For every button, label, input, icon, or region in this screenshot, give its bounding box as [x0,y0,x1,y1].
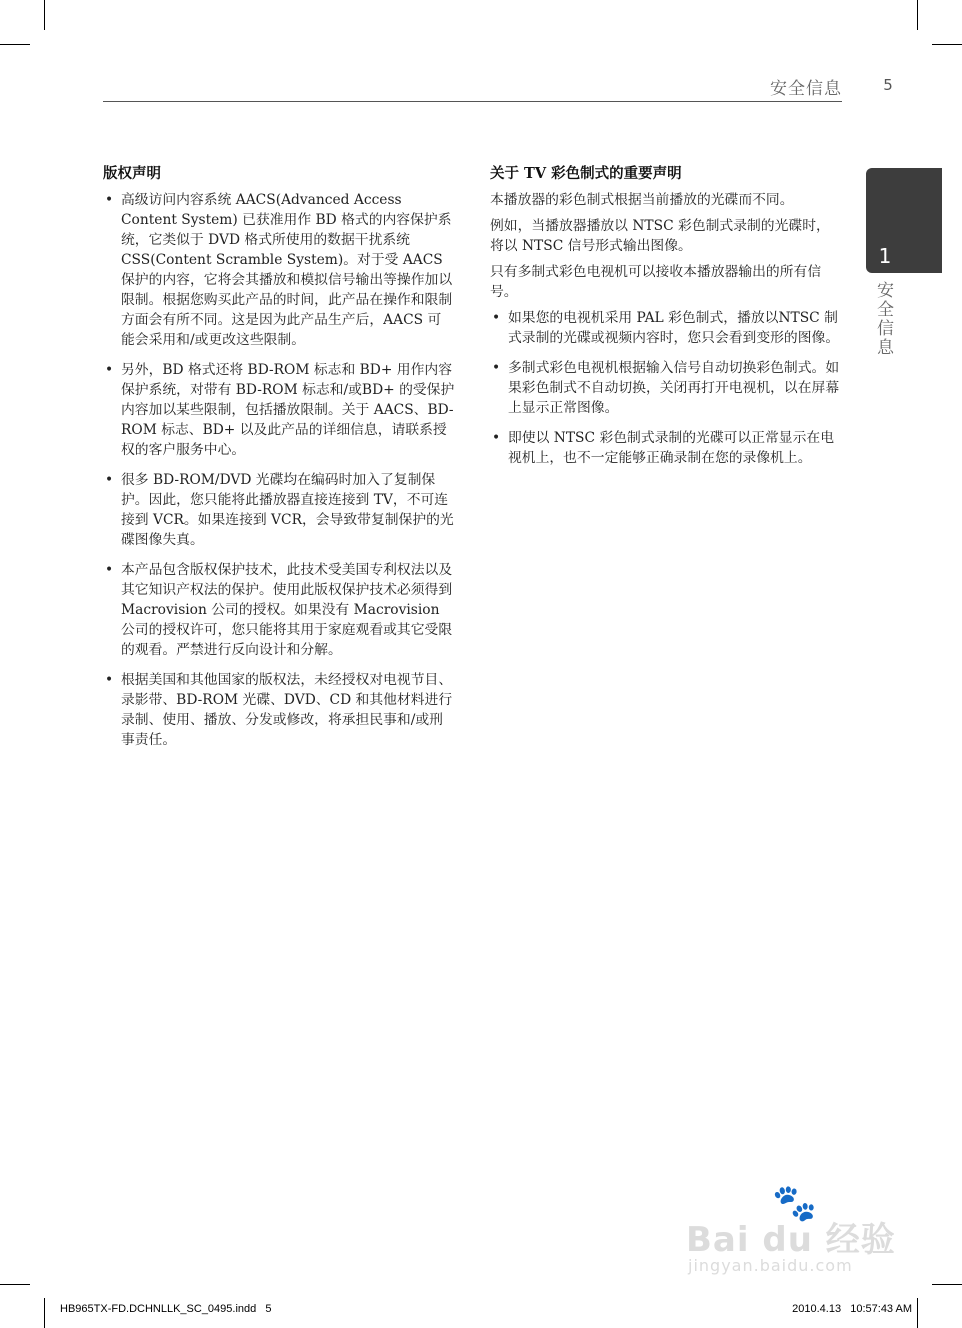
tv-color-system-section [490,164,842,478]
page-number: 5 [883,76,893,94]
crop-mark [932,44,962,45]
list-item-text: 如果您的电视机采用 PAL 彩色制式，播放以NTSC 制式录制的光碟或视频内容时，您只会看到变形的图像。 [508,310,840,346]
crop-mark [44,1298,45,1328]
list-item [103,560,455,660]
section-title: 关于 TV 彩色制式的重要声明 [490,165,682,182]
list-item [103,470,455,550]
bullet-icon: • [105,672,114,688]
crop-mark [0,1284,30,1285]
paragraph: 本播放器的彩色制式根据当前播放的光碟而不同。 [490,192,794,208]
watermark-url: jingyan.baidu.com [688,1256,853,1275]
chapter-number: 1 [878,244,892,268]
list-item-text: 高级访问内容系统 AACS(Advanced Access Content System) 已获准用作 BD 格式的内容保护系统，它类似于 DVD 格式所使用的数据干扰系统 CSS(Content Scramble System)。对于受 AACS 保护的内容，它将会其播放和模拟信号输出等操作加以限制。根据您购买此产品的时间，此产品在操作和限制方面会有所不同。这是因为此产品生产后，AACS 可能会采用和/或更改这些限制。 [121,192,453,348]
list-item [103,190,455,350]
list-item-text: 另外，BD 格式还将 BD-ROM 标志和 BD+ 用作内容保护系统，对带有 BD-ROM 标志和/或BD+ 的受保护内容加以某些限制，包括播放限制。关于 AACS、BD-ROM 标志、BD+ 以及此产品的详细信息，请联系授权的客户服务中心。 [121,362,455,458]
footer-datetime: 2010.4.13 10:57:43 AM [792,1303,912,1315]
list-item-text: 即使以 NTSC 彩色制式录制的光碟可以正常显示在电视机上，也不一定能够正确录制在您的录像机上。 [508,430,834,466]
bullet-list [490,308,842,468]
paragraph: 例如，当播放器播放以 NTSC 彩色制式录制的光碟时，将以 NTSC 信号形式输出图像。 [490,218,830,254]
list-item-text: 很多 BD-ROM/DVD 光碟均在编码时加入了复制保护。因此，您只能将此播放器直接连接到 TV，不可连接到 VCR。如果连接到 VCR，会导致带复制保护的光碟图像失真。 [121,472,454,548]
crop-mark [0,44,30,45]
bullet-icon: • [105,472,114,488]
list-item-text: 本产品包含版权保护技术，此技术受美国专利权法以及其它知识产权法的保护。使用此版权保护技术必须得到 Macrovision 公司的授权。如果没有 Macrovision 公司的授权许可，您只能将其用于家庭观看或其它受限的观看。严禁进行反向设计和分解。 [121,562,453,658]
bullet-icon: • [105,362,114,378]
watermark-logo: Bai du 经验 [686,1220,896,1260]
list-item [490,358,842,418]
crop-mark [917,0,918,30]
bullet-list [103,190,455,750]
chapter-label: 安全信息 [873,281,893,357]
header-rule [103,101,842,102]
footer-filename: HB965TX-FD.DCHNLLK_SC_0495.indd 5 [60,1303,272,1315]
list-item-text: 根据美国和其他国家的版权法，未经授权对电视节目、录影带、BD-ROM 光碟、DVD、CD 和其他材料进行录制、使用、播放、分发或修改，将承担民事和/或刑事责任。 [121,672,453,748]
bullet-icon: • [492,310,501,326]
baidu-watermark [686,1182,916,1282]
page-header-title: 安全信息 [770,79,842,99]
list-item [103,670,455,750]
crop-mark [44,0,45,30]
bullet-icon: • [105,562,114,578]
list-item-text: 多制式彩色电视机根据输入信号自动切换彩色制式。如果彩色制式不自动切换，关闭再打开电视机，以在屏幕上显示正常图像。 [508,360,840,416]
crop-mark [932,1284,962,1285]
paw-icon: 🐾 [772,1183,817,1224]
list-item [490,308,842,348]
section-title: 版权声明 [103,165,161,182]
copyright-section [103,164,455,760]
list-item [490,428,842,468]
bullet-icon: • [105,192,114,208]
bullet-icon: • [492,360,501,376]
bullet-icon: • [492,430,501,446]
crop-mark [917,1298,918,1328]
paragraph: 只有多制式彩色电视机可以接收本播放器输出的所有信号。 [490,264,822,300]
list-item [103,360,455,460]
